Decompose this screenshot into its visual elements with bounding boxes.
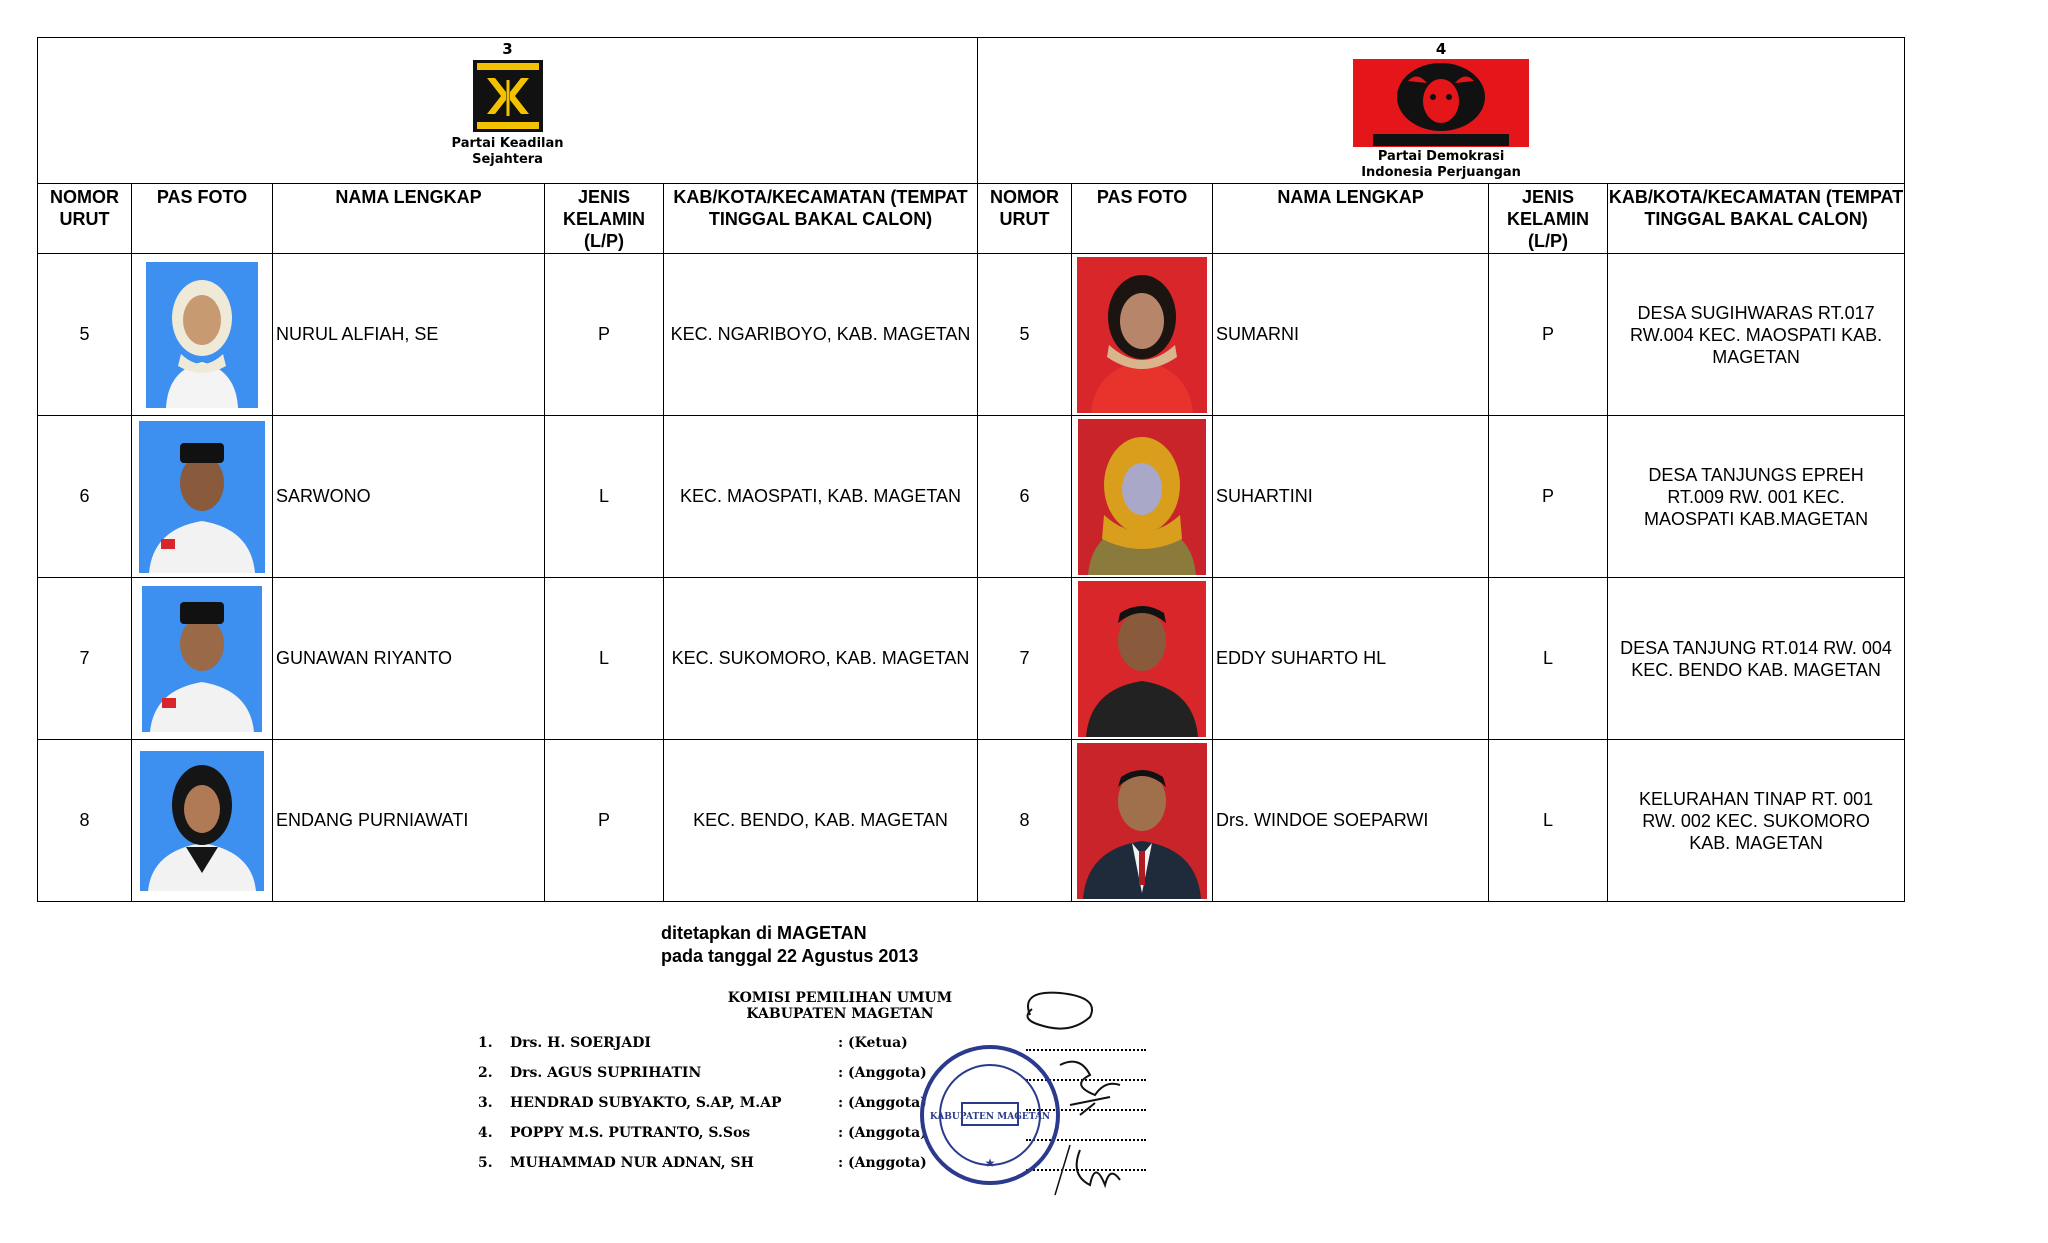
member-number: 2. — [478, 1065, 493, 1081]
party-name-line2: Sejahtera — [472, 152, 543, 167]
member-role: : (Ketua) — [838, 1035, 908, 1051]
candidate-name: Drs. WINDOE SOEPARWI — [1213, 740, 1489, 902]
column-header-row — [38, 184, 1905, 254]
candidate-photo — [132, 578, 273, 740]
header-nomor-urut: NOMOR URUT — [38, 184, 132, 254]
commission-line2: KABUPATEN MAGETAN — [746, 1006, 934, 1022]
party-header-pdip — [978, 38, 1905, 184]
candidate-number: 5 — [978, 254, 1072, 416]
candidate-address: KEC. BENDO, KAB. MAGETAN — [664, 740, 978, 902]
candidate-photo — [1072, 578, 1213, 740]
candidate-address: DESA TANJUNG RT.014 RW. 004 KEC. BENDO KAB. MAGETAN — [1608, 578, 1905, 740]
party-name-line1: Partai Demokrasi — [1377, 149, 1505, 164]
member-name: POPPY M.S. PUTRANTO, S.Sos — [510, 1125, 751, 1141]
candidate-address: KEC. SUKOMORO, KAB. MAGETAN — [664, 578, 978, 740]
candidate-table — [37, 37, 1905, 902]
member-name: HENDRAD SUBYAKTO, S.AP, M.AP — [510, 1095, 782, 1111]
pks-logo-icon — [473, 60, 543, 132]
decision-place: ditetapkan di MAGETAN — [661, 923, 867, 943]
member-role: : (Anggota) — [838, 1125, 927, 1141]
candidate-photo — [1072, 254, 1213, 416]
candidate-number: 7 — [978, 578, 1072, 740]
candidate-photo — [132, 416, 273, 578]
member-number: 3. — [478, 1095, 493, 1111]
candidate-name: ENDANG PURNIAWATI — [273, 740, 545, 902]
table-row — [38, 740, 1905, 902]
member-number: 4. — [478, 1125, 493, 1141]
official-stamp-and-signatures-icon — [920, 985, 1180, 1215]
party-name-line2: Indonesia Perjuangan — [1361, 165, 1521, 180]
candidate-number: 8 — [978, 740, 1072, 902]
candidate-number: 7 — [38, 578, 132, 740]
candidate-photo — [1072, 740, 1213, 902]
candidate-name: EDDY SUHARTO HL — [1213, 578, 1489, 740]
member-role: : (Anggota) — [838, 1155, 927, 1171]
header-jenis-kelamin: JENIS KELAMIN (L/P) — [1489, 184, 1608, 254]
member-number: 1. — [478, 1035, 493, 1051]
member-name: MUHAMMAD NUR ADNAN, SH — [510, 1155, 754, 1171]
header-nomor-urut: NOMOR URUT — [978, 184, 1072, 254]
header-pas-foto: PAS FOTO — [1072, 184, 1213, 254]
member-name: Drs. AGUS SUPRIHATIN — [510, 1065, 702, 1081]
member-role: : (Anggota) — [838, 1065, 927, 1081]
candidate-address: DESA SUGIHWARAS RT.017 RW.004 KEC. MAOSPATI KAB. MAGETAN — [1608, 254, 1905, 416]
candidate-gender: L — [545, 578, 664, 740]
header-alamat: KAB/KOTA/KECAMATAN (TEMPAT TINGGAL BAKAL CALON) — [1608, 184, 1905, 254]
header-pas-foto: PAS FOTO — [132, 184, 273, 254]
candidate-photo — [132, 740, 273, 902]
party-number: 4 — [1435, 40, 1447, 58]
candidate-gender: P — [1489, 416, 1608, 578]
table-row — [38, 254, 1905, 416]
party-name-line1: Partai Keadilan — [451, 136, 564, 151]
candidate-address: DESA TANJUNGS EPREH RT.009 RW. 001 KEC. MAOSPATI KAB.MAGETAN — [1608, 416, 1905, 578]
decision-place-date — [661, 922, 918, 968]
candidate-gender: L — [545, 416, 664, 578]
pdip-logo-icon — [1353, 59, 1529, 147]
header-nama-lengkap: NAMA LENGKAP — [273, 184, 545, 254]
header-jenis-kelamin: JENIS KELAMIN (L/P) — [545, 184, 664, 254]
member-number: 5. — [478, 1155, 493, 1171]
table-row — [38, 578, 1905, 740]
candidate-gender: L — [1489, 578, 1608, 740]
member-role: : (Anggota) — [838, 1095, 927, 1111]
candidate-name: SARWONO — [273, 416, 545, 578]
candidate-number: 6 — [978, 416, 1072, 578]
table-row — [38, 416, 1905, 578]
commission-line1: KOMISI PEMILIHAN UMUM — [727, 990, 953, 1006]
candidate-photo — [1072, 416, 1213, 578]
candidate-gender: L — [1489, 740, 1608, 902]
party-header-pks — [38, 38, 978, 184]
candidate-name: GUNAWAN RIYANTO — [273, 578, 545, 740]
decision-date: pada tanggal 22 Agustus 2013 — [661, 946, 919, 966]
party-number: 3 — [502, 40, 513, 58]
candidate-gender: P — [545, 740, 664, 902]
candidate-address: KEC. NGARIBOYO, KAB. MAGETAN — [664, 254, 978, 416]
header-alamat: KAB/KOTA/KECAMATAN (TEMPAT TINGGAL BAKAL CALON) — [664, 184, 978, 254]
stamp-center-text: KABUPATEN MAGETAN — [929, 1112, 1051, 1122]
candidate-gender: P — [545, 254, 664, 416]
candidate-gender: P — [1489, 254, 1608, 416]
candidate-photo — [132, 254, 273, 416]
candidate-number: 6 — [38, 416, 132, 578]
candidate-address: KELURAHAN TINAP RT. 001 RW. 002 KEC. SUKOMORO KAB. MAGETAN — [1608, 740, 1905, 902]
candidate-number: 5 — [38, 254, 132, 416]
candidate-address: KEC. MAOSPATI, KAB. MAGETAN — [664, 416, 978, 578]
header-nama-lengkap: NAMA LENGKAP — [1213, 184, 1489, 254]
candidate-number: 8 — [38, 740, 132, 902]
candidate-name: NURUL ALFIAH, SE — [273, 254, 545, 416]
svg-text:★: ★ — [984, 1156, 996, 1170]
candidate-name: SUMARNI — [1213, 254, 1489, 416]
candidate-name: SUHARTINI — [1213, 416, 1489, 578]
member-name: Drs. H. SOERJADI — [510, 1035, 651, 1051]
